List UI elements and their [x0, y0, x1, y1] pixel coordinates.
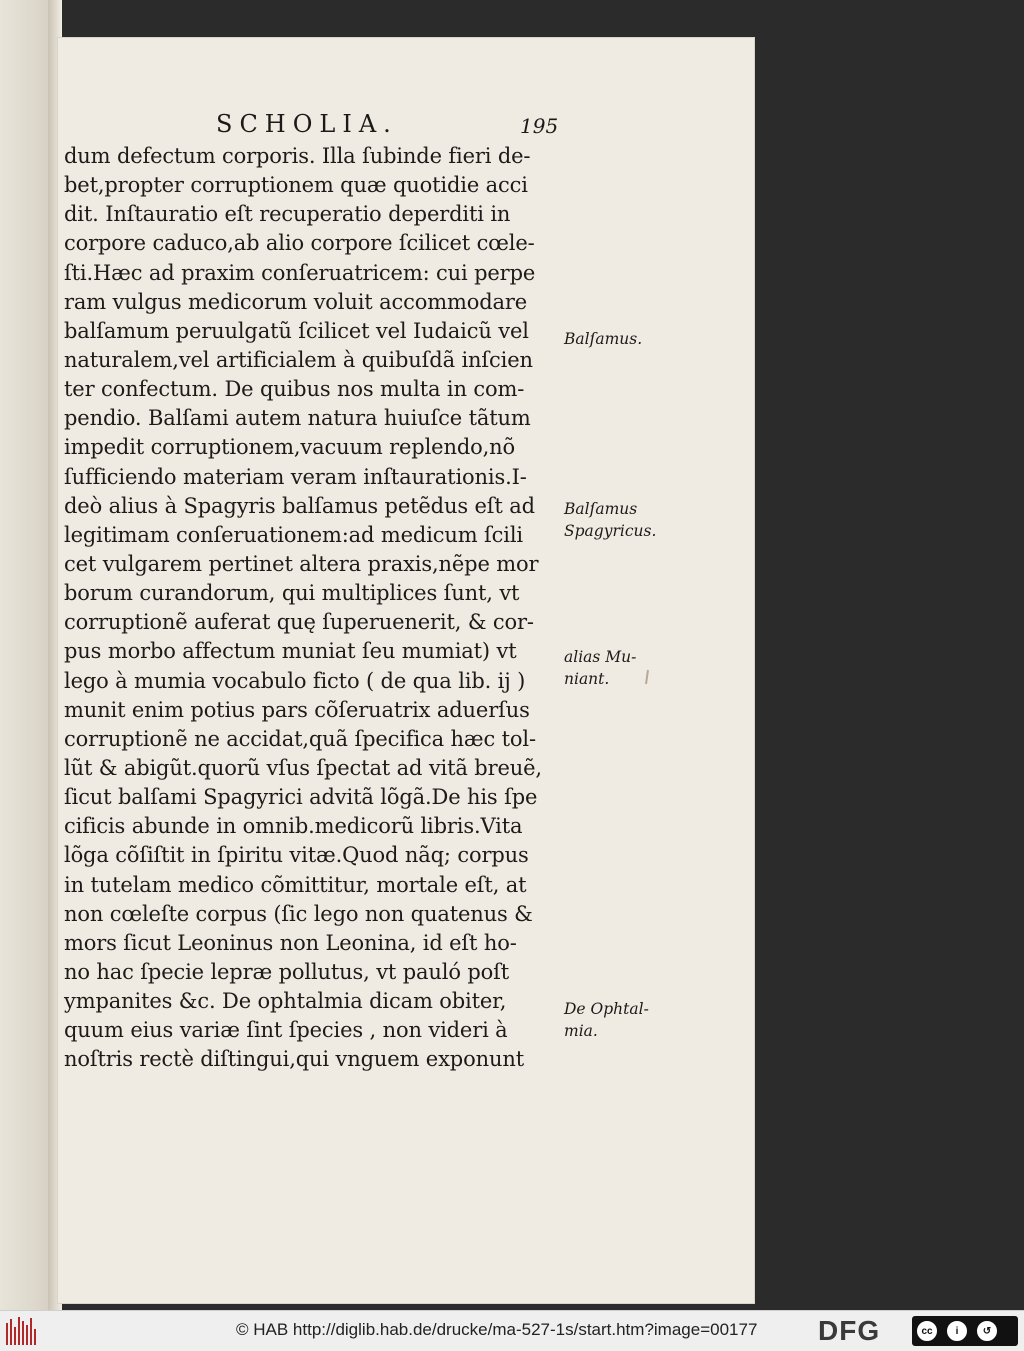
- text-line: corruptionẽ auferat quę ſuperuenerit, & cor-: [64, 610, 534, 635]
- marginal-note-alias: alias Mu- niant.: [564, 648, 637, 688]
- marginal-note-balsamus-spagyricus: Balſamus Spagyricus.: [564, 500, 657, 540]
- page-number: 195: [520, 114, 559, 138]
- text-line: ſti.Hæc ad praxim conſeruatricem: cui perpe: [64, 260, 536, 285]
- copyright-link[interactable]: © HAB http://diglib.hab.de/drucke/ma-527-1s/start.htm?image=00177: [236, 1320, 758, 1339]
- text-line: pendio. Balſami autem natura huiuſce tãtum: [64, 406, 531, 431]
- page-header: [58, 110, 754, 144]
- marginal-note-balsamus: Balſamus.: [564, 330, 643, 348]
- hab-logo-bar: [30, 1318, 32, 1345]
- text-line: bet,propter corruptionem quæ quotidie acci: [64, 173, 528, 198]
- hab-logo-bar: [10, 1319, 12, 1345]
- pencil-mark: [645, 670, 649, 684]
- hab-logo-bar: [26, 1325, 28, 1345]
- text-line: cet vulgarem pertinet altera praxis,nẽpe mor: [64, 551, 539, 576]
- text-line: borum curandorum, qui multiplices ſunt, vt: [64, 581, 520, 606]
- text-line: pus morbo affectum muniat ſeu mumiat) vt: [64, 639, 517, 664]
- hab-logo-bar: [14, 1327, 16, 1345]
- text-line: mors ſicut Leoninus non Leonina, id eſt ho-: [64, 930, 517, 955]
- by-icon: i: [945, 1319, 969, 1343]
- text-line: balſamum peruulgatũ ſcilicet vel Iudaicũ vel: [64, 318, 529, 343]
- body-text: [64, 142, 568, 1075]
- text-line: ſicut balſami Spagyrici advitã lõgã.De his ſpe: [64, 785, 538, 810]
- text-line: corruptionẽ ne accidat,quã ſpecifica hæc tol-: [64, 726, 536, 751]
- text-line: corpore caduco,ab alio corpore ſcilicet cœle-: [64, 231, 535, 256]
- text-line: no hac ſpecie lepræ pollutus, vt pauló poſt: [64, 959, 510, 984]
- marginal-note-ophtalmia: De Ophtal- mia.: [564, 1000, 649, 1040]
- text-line: quum eius variæ ſint ſpecies , non videri à: [64, 1018, 508, 1043]
- text-line: in tutelam medico cõmittitur, mortale eſt, at: [64, 872, 527, 897]
- text-line: ympanites &c. De ophtalmia dicam obiter,: [64, 989, 507, 1014]
- text-line: ſufficiendo materiam veram inſtaurationis.I-: [64, 464, 527, 489]
- hab-logo-bar: [6, 1323, 8, 1345]
- running-title: SCHOLIA.: [216, 110, 398, 138]
- text-line: deò alius à Spagyris balſamus petẽdus eſt ad: [64, 493, 535, 518]
- text-line: dit. Inſtauratio eſt recuperatio deperditi in: [64, 202, 511, 227]
- book-page: [58, 38, 754, 1303]
- text-line: ter confectum. De quibus nos multa in com-: [64, 377, 525, 402]
- text-line: impedit corruptionem,vacuum replendo,nõ: [64, 435, 516, 460]
- hab-logo-bar: [34, 1329, 36, 1345]
- text-line: dum defectum corporis. Illa ſubinde fieri de-: [64, 144, 531, 168]
- text-line: noſtris rectè diſtingui,qui vnguem exponunt: [64, 1047, 524, 1072]
- hab-logo-bar: [22, 1321, 24, 1345]
- sa-icon: ↺: [975, 1319, 999, 1343]
- viewer-footer: [0, 1310, 1024, 1351]
- cc-by-sa-license-badge[interactable]: [912, 1316, 1018, 1346]
- cc-icon: cc: [915, 1319, 939, 1343]
- hab-logo-bar: [18, 1317, 20, 1345]
- text-line: lõga cõſiſtit in ſpiritu vitæ.Quod nãq; corpus: [64, 843, 529, 868]
- hab-logo-icon: [6, 1317, 40, 1345]
- text-line: ram vulgus medicorum voluit accommodare: [64, 289, 528, 314]
- text-line: lũt & abigũt.quorũ vſus ſpectat ad vitã breuẽ,: [64, 755, 542, 780]
- text-line: non cœleſte corpus (ſic lego non quatenus &: [64, 901, 533, 926]
- text-line: lego à mumia vocabulo ficto ( de qua lib. ij ): [64, 668, 526, 693]
- text-line: cificis abunde in omnib.medicorũ libris.Vita: [64, 814, 523, 839]
- text-line: legitimam conſeruationem:ad medicum ſcili: [64, 522, 523, 547]
- dfg-logo: DFG: [818, 1315, 881, 1346]
- text-line: naturalem,vel artificialem à quibuſdã inſcien: [64, 347, 533, 372]
- text-line: munit enim potius pars cõſeruatrix aduerſus: [64, 697, 530, 722]
